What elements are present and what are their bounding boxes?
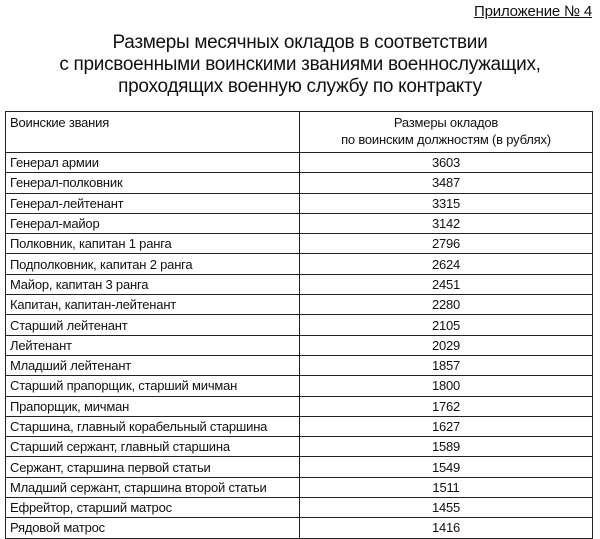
salary-cell: 2029 xyxy=(300,335,593,355)
table-row xyxy=(6,234,593,254)
rank-cell: Генерал-полковник xyxy=(6,173,300,193)
salary-cell: 2624 xyxy=(300,254,593,274)
salary-cell: 1857 xyxy=(300,355,593,375)
rank-cell: Прапорщик, мичман xyxy=(6,396,300,416)
rank-cell: Младший сержант, старшина второй статьи xyxy=(6,477,300,497)
rank-cell: Старший прапорщик, старший мичман xyxy=(6,376,300,396)
rank-cell: Капитан, капитан-лейтенант xyxy=(6,295,300,315)
salary-cell: 1455 xyxy=(300,498,593,518)
title-line: Размеры месячных окладов в соответствии xyxy=(112,32,488,53)
table-row xyxy=(6,173,593,193)
title-line: проходящих военную службу по контракту xyxy=(118,76,482,97)
table-row xyxy=(6,376,593,396)
rank-cell: Генерал-майор xyxy=(6,213,300,233)
salary-cell: 2451 xyxy=(300,274,593,294)
table-row xyxy=(6,518,593,538)
salary-cell: 1800 xyxy=(300,376,593,396)
rank-cell: Генерал армии xyxy=(6,153,300,173)
rank-cell: Старший сержант, главный старшина xyxy=(6,437,300,457)
table-row xyxy=(6,457,593,477)
table-row xyxy=(6,498,593,518)
salary-cell: 1762 xyxy=(300,396,593,416)
rank-cell: Младший лейтенант xyxy=(6,355,300,375)
table-body xyxy=(6,153,593,539)
header-salary-line1: Размеры окладов xyxy=(393,115,499,130)
rank-cell: Сержант, старшина первой статьи xyxy=(6,457,300,477)
salary-cell: 1549 xyxy=(300,457,593,477)
table-row xyxy=(6,193,593,213)
table-row xyxy=(6,477,593,497)
salary-cell: 3315 xyxy=(300,193,593,213)
table-row xyxy=(6,416,593,436)
salary-cell: 1589 xyxy=(300,437,593,457)
salary-table xyxy=(5,111,593,539)
salary-cell: 2105 xyxy=(300,315,593,335)
table-row xyxy=(6,335,593,355)
rank-cell: Генерал-лейтенант xyxy=(6,193,300,213)
appendix-label: Приложение № 4 xyxy=(474,3,592,20)
table-row xyxy=(6,254,593,274)
rank-cell: Рядовой матрос xyxy=(6,518,300,538)
table-row xyxy=(6,213,593,233)
salary-cell: 3142 xyxy=(300,213,593,233)
salary-cell: 1416 xyxy=(300,518,593,538)
rank-cell: Лейтенант xyxy=(6,335,300,355)
salary-cell: 1627 xyxy=(300,416,593,436)
salary-cell: 3487 xyxy=(300,173,593,193)
table-row xyxy=(6,437,593,457)
table-row xyxy=(6,153,593,173)
table-row xyxy=(6,355,593,375)
document-title xyxy=(0,32,600,98)
salary-cell: 2796 xyxy=(300,234,593,254)
header-rank: Воинские звания xyxy=(6,112,300,153)
title-line: с присвоенными воинскими званиями военнослужащих, xyxy=(59,54,541,75)
salary-cell: 3603 xyxy=(300,153,593,173)
rank-cell: Подполковник, капитан 2 ранга xyxy=(6,254,300,274)
header-salary xyxy=(300,112,593,153)
salary-cell: 1511 xyxy=(300,477,593,497)
table-row xyxy=(6,274,593,294)
rank-cell: Старший лейтенант xyxy=(6,315,300,335)
rank-cell: Майор, капитан 3 ранга xyxy=(6,274,300,294)
table-row xyxy=(6,396,593,416)
table-header-row xyxy=(6,112,593,153)
salary-cell: 2280 xyxy=(300,295,593,315)
rank-cell: Старшина, главный корабельный старшина xyxy=(6,416,300,436)
table-row xyxy=(6,295,593,315)
header-salary-line2: по воинским должностям (в рублях) xyxy=(341,132,551,147)
rank-cell: Ефрейтор, старший матрос xyxy=(6,498,300,518)
rank-cell: Полковник, капитан 1 ранга xyxy=(6,234,300,254)
table-row xyxy=(6,315,593,335)
